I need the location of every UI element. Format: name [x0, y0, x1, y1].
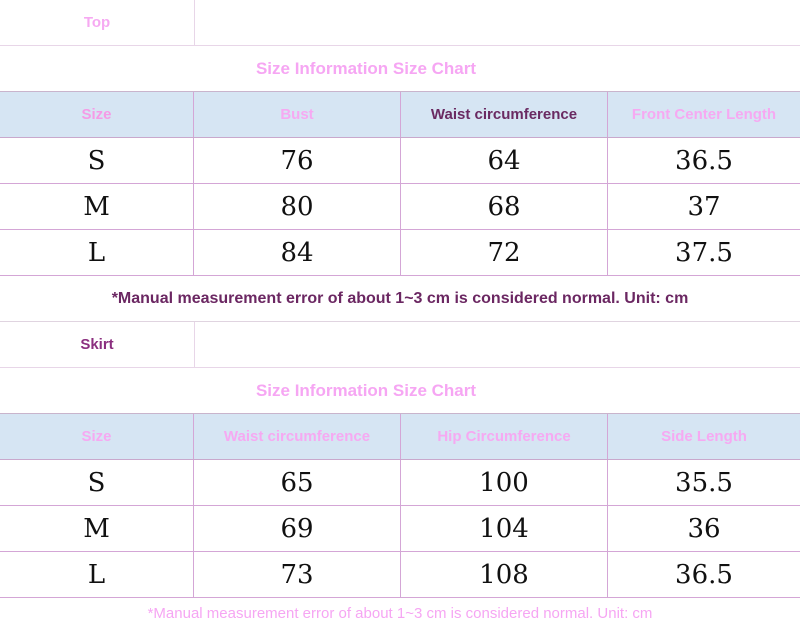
table-row	[0, 506, 800, 552]
top-section-label: Top	[0, 0, 195, 45]
skirt-header-side-length: Side Length	[661, 428, 747, 445]
skirt-header-waist: Waist circumference	[194, 414, 401, 459]
table-row	[0, 460, 800, 506]
side-length-cell: 36	[687, 513, 721, 544]
waist-cell: 73	[194, 552, 401, 597]
front-center-length-cell: 37	[687, 191, 721, 222]
waist-cell: 64	[401, 138, 608, 183]
hip-cell: 108	[401, 552, 608, 597]
front-center-length-cell: 36.5	[675, 145, 733, 176]
top-section-label-row	[0, 0, 800, 46]
size-cell: L	[0, 230, 194, 275]
skirt-measurement-note: *Manual measurement error of about 1~3 cm is considered normal. Unit: cm	[147, 604, 653, 622]
hip-cell: 104	[401, 506, 608, 551]
skirt-header-size: Size	[0, 414, 194, 459]
waist-cell: 72	[401, 230, 608, 275]
size-cell: S	[0, 460, 194, 505]
top-size-chart-title: Size Information Size Chart	[255, 58, 477, 78]
table-row	[0, 552, 800, 598]
top-measurement-note: *Manual measurement error of about 1~3 cm is considered normal. Unit: cm	[0, 276, 800, 322]
skirt-size-chart-title: Size Information Size Chart	[255, 380, 477, 400]
side-length-cell: 35.5	[675, 467, 733, 498]
top-header-bust: Bust	[194, 92, 401, 137]
skirt-size-chart-title-row	[0, 368, 800, 414]
waist-cell: 68	[401, 184, 608, 229]
bust-cell: 76	[194, 138, 401, 183]
table-row	[0, 138, 800, 184]
size-cell: M	[0, 184, 194, 229]
table-row	[0, 184, 800, 230]
skirt-table-header-row	[0, 414, 800, 460]
skirt-section-label-row	[0, 322, 800, 368]
top-table-header-row	[0, 92, 800, 138]
top-header-size: Size	[0, 92, 194, 137]
top-header-waist: Waist circumference	[401, 92, 608, 137]
top-header-front-center-length: Front Center Length	[631, 106, 777, 123]
bust-cell: 80	[194, 184, 401, 229]
waist-cell: 65	[194, 460, 401, 505]
table-row	[0, 230, 800, 276]
size-cell: M	[0, 506, 194, 551]
waist-cell: 69	[194, 506, 401, 551]
skirt-header-hip: Hip Circumference	[401, 414, 608, 459]
hip-cell: 100	[401, 460, 608, 505]
top-size-chart-title-row	[0, 46, 800, 92]
front-center-length-cell: 37.5	[675, 237, 733, 268]
skirt-section-label: Skirt	[0, 322, 195, 367]
bust-cell: 84	[194, 230, 401, 275]
size-cell: L	[0, 552, 194, 597]
side-length-cell: 36.5	[675, 559, 733, 590]
size-cell: S	[0, 138, 194, 183]
